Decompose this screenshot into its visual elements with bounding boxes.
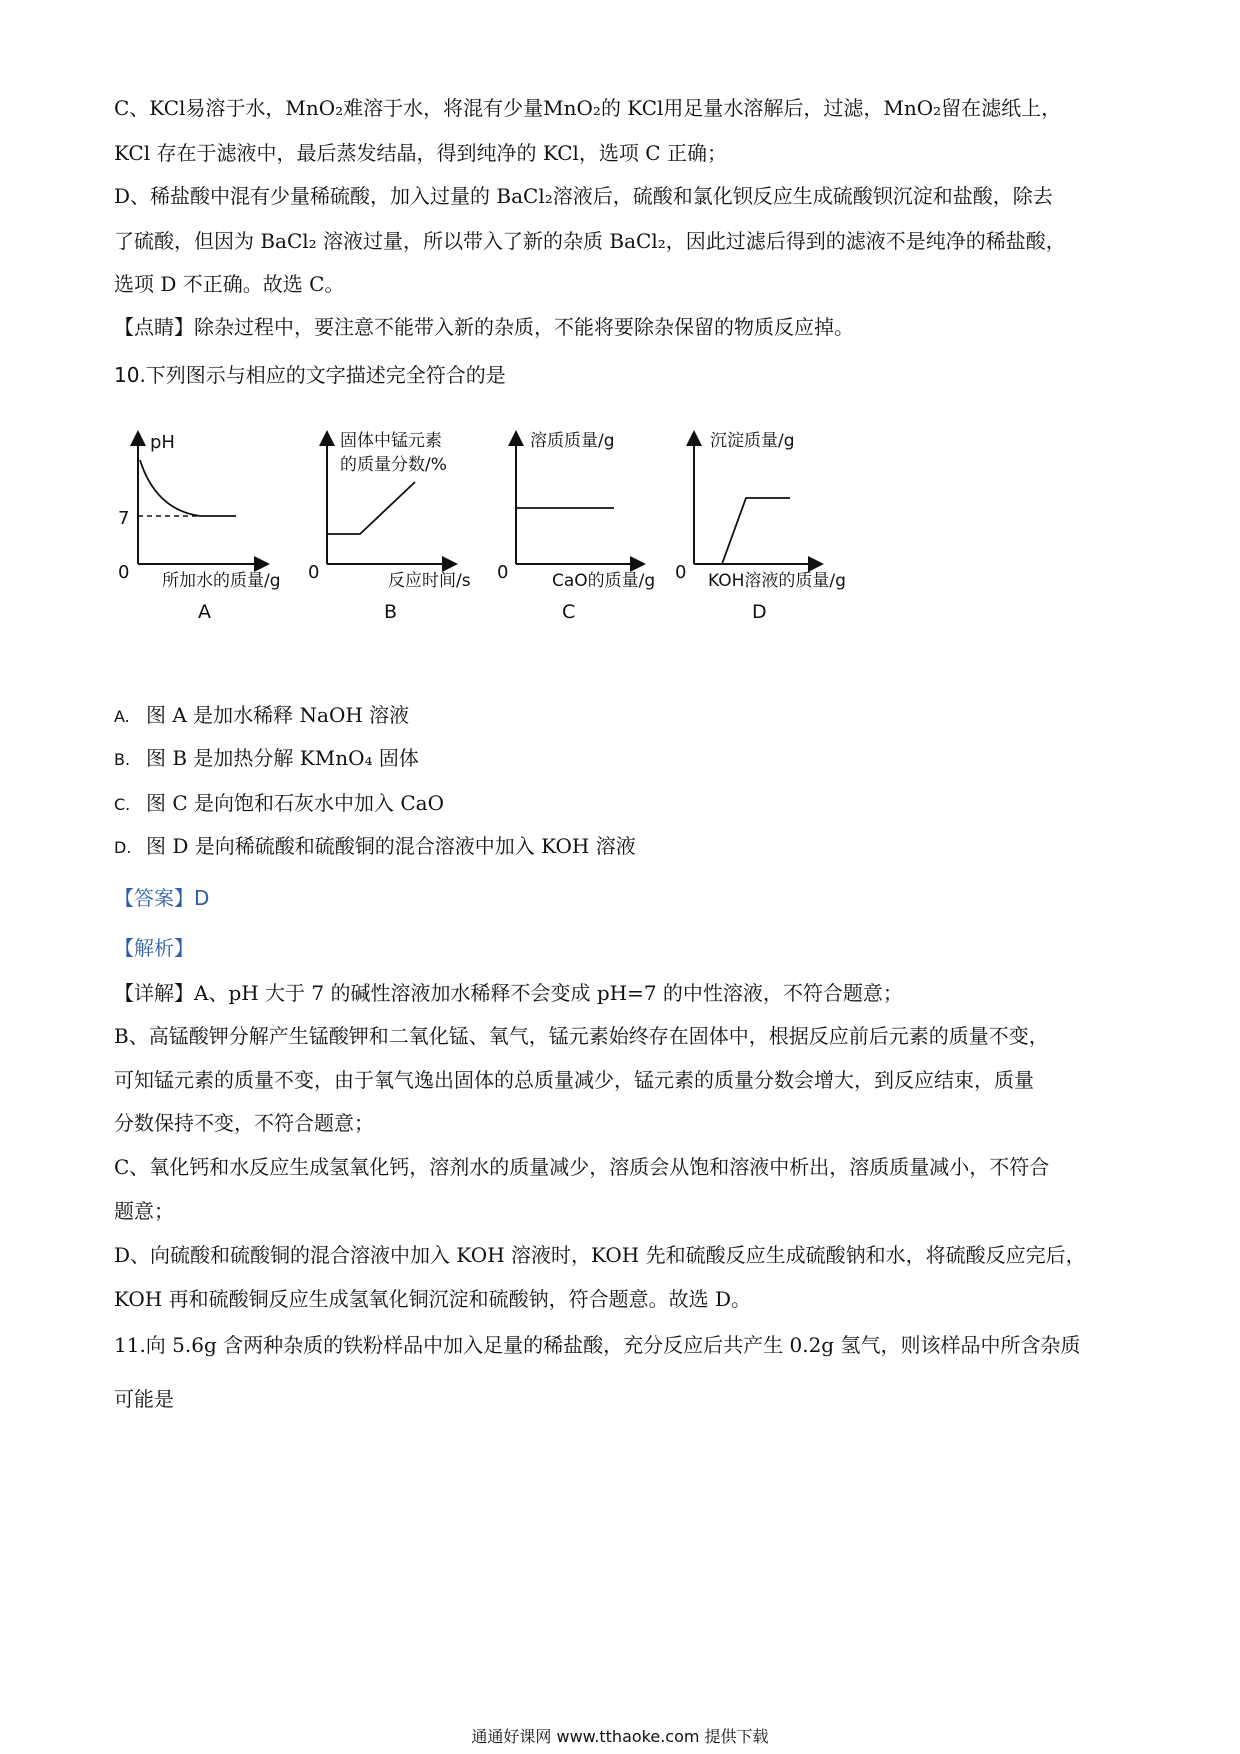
- detail-line: D、向硫酸和硫酸铜的混合溶液中加入 KOH 溶液时，KOH 先和硫酸反应生成硫酸钠和水，将硫酸反应完后，: [114, 1243, 1086, 1267]
- text-line: 选项 D 不正确。故选 C。: [114, 272, 345, 296]
- option-b-key: B.: [114, 750, 131, 769]
- graph-c-ylabel: 溶质质量/g: [530, 431, 615, 451]
- graph-b-ylabel-line2: 的质量分数/%: [340, 455, 447, 475]
- graph-a-xlabel: 所加水的质量/g: [162, 571, 281, 591]
- detail-line: B、高锰酸钾分解产生锰酸钾和二氧化锰、氧气，锰元素始终存在固体中，根据反应前后元素的质量不变，: [114, 1024, 1049, 1048]
- graph-a-caption: A: [198, 601, 211, 623]
- graph-d-xlabel: KOH溶液的质量/g: [708, 571, 846, 591]
- graph-c-origin: 0: [497, 562, 509, 583]
- text-line: KCl 存在于滤液中，最后蒸发结晶，得到纯净的 KCl，选项 C 正确；: [114, 141, 727, 165]
- graph-c: [497, 431, 655, 623]
- graph-c-caption: C: [562, 601, 576, 623]
- graph-a-ylabel: pH: [150, 432, 175, 453]
- footer-watermark: 通通好课网 www.tthaoke.com 提供下载: [471, 1727, 769, 1746]
- option-a: [114, 702, 409, 730]
- option-d-text: 图 D 是向稀硫酸和硫酸铜的混合溶液中加入 KOH 溶液: [146, 834, 636, 858]
- graph-b-ylabel-line1: 固体中锰元素: [340, 431, 442, 451]
- detail-line: 可知锰元素的质量不变，由于氧气逸出固体的总质量减少，锰元素的质量分数会增大，到反应结束，质量: [114, 1068, 1034, 1092]
- option-b: [114, 745, 419, 773]
- question-10: 10.下列图示与相应的文字描述完全符合的是: [114, 363, 506, 387]
- text-line: 了硫酸，但因为 BaCl₂ 溶液过量，所以带入了新的杂质 BaCl₂，因此过滤后得到的滤液不是纯净的稀盐酸，: [114, 229, 1066, 253]
- detail-line: 题意；: [114, 1199, 174, 1223]
- graph-b-origin: 0: [308, 562, 320, 583]
- detail-line: C、氧化钙和水反应生成氢氧化钙，溶剂水的质量减少，溶质会从饱和溶液中析出，溶质质量减小，不符合: [114, 1155, 1050, 1179]
- text-line: C、KCl易溶于水，MnO₂难溶于水，将混有少量MnO₂的 KCl用足量水溶解后，过滤，MnO₂留在滤纸上，: [114, 96, 1062, 120]
- tip-line: 【点睛】除杂过程中，要注意不能带入新的杂质，不能将要除杂保留的物质反应掉。: [114, 315, 854, 339]
- analysis-label: 【解析】: [114, 936, 194, 960]
- option-c: [114, 790, 444, 818]
- graph-b-caption: B: [384, 601, 398, 623]
- option-a-key: A.: [114, 707, 130, 726]
- answer-label: 【答案】D: [114, 886, 210, 910]
- option-a-text: 图 A 是加水稀释 NaOH 溶液: [146, 703, 410, 727]
- question-11: 11.向 5.6g 含两种杂质的铁粉样品中加入足量的稀盐酸，充分反应后共产生 0.2g 氢气，则该样品中所含杂质: [114, 1333, 1081, 1357]
- option-c-key: C.: [114, 795, 131, 814]
- option-c-text: 图 C 是向饱和石灰水中加入 CaO: [146, 791, 444, 815]
- option-b-text: 图 B 是加热分解 KMnO₄ 固体: [146, 746, 419, 770]
- detail-line: KOH 再和硫酸铜反应生成氢氧化铜沉淀和硫酸钠，符合题意。故选 D。: [114, 1287, 751, 1311]
- graph-a-origin: 0: [118, 562, 130, 583]
- graph-b-curve: [327, 482, 415, 534]
- detail-line: 【详解】A、pH 大于 7 的碱性溶液加水稀释不会变成 pH=7 的中性溶液，不符合题意；: [114, 981, 903, 1005]
- graph-b: [308, 431, 471, 623]
- graph-d-caption: D: [752, 601, 767, 623]
- graph-d-origin: 0: [675, 562, 687, 583]
- graph-b-xlabel: 反应时间/s: [388, 571, 471, 591]
- question-11-cont: 可能是: [114, 1387, 174, 1411]
- graph-a-curve: [140, 460, 236, 516]
- text-line: D、稀盐酸中混有少量稀硫酸，加入过量的 BaCl₂溶液后，硫酸和氯化钡反应生成硫酸钡沉淀和盐酸，除去: [114, 184, 1053, 208]
- graph-a: [118, 432, 281, 623]
- option-d-key: D.: [114, 838, 132, 857]
- graph-a-y7-label: 7: [118, 508, 130, 529]
- figure-graphs: [0, 420, 1240, 680]
- detail-line: 分数保持不变，不符合题意；: [114, 1111, 374, 1135]
- graph-c-xlabel: CaO的质量/g: [552, 571, 656, 591]
- graph-d: [675, 431, 846, 623]
- graph-d-curve: [694, 498, 790, 564]
- option-d: [114, 833, 636, 861]
- graph-d-ylabel: 沉淀质量/g: [710, 431, 795, 451]
